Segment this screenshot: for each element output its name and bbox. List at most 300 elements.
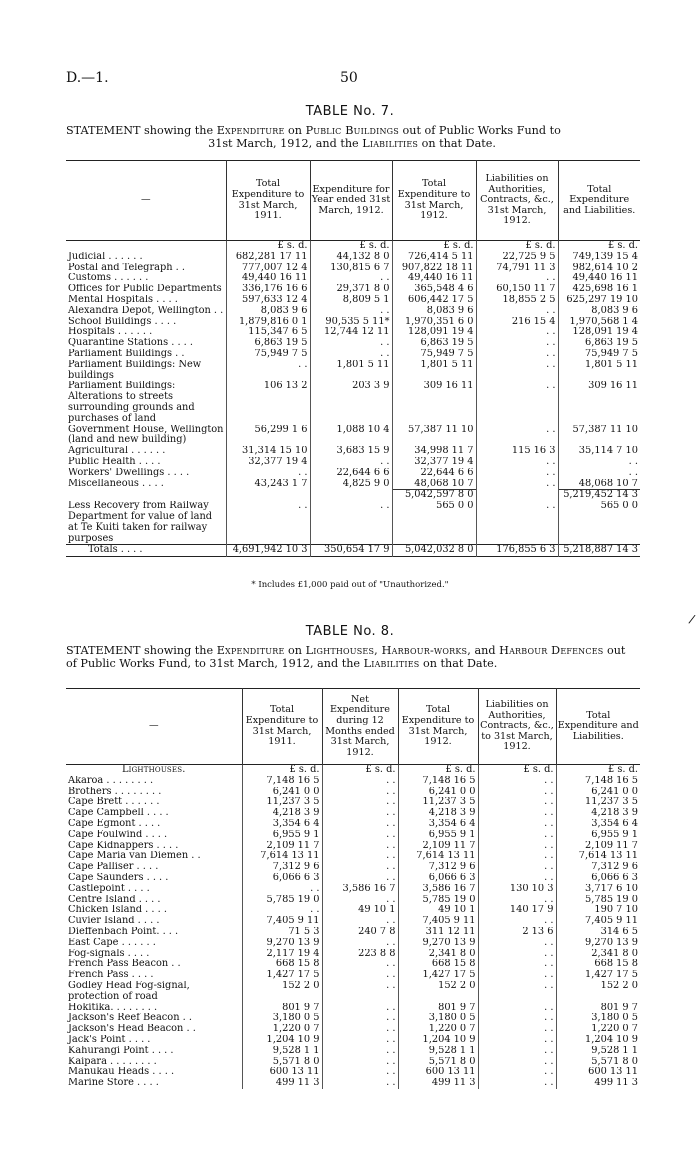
row-value: . . xyxy=(242,884,322,895)
table7-col-header: Expenditure for Year ended 31st March, 1912. xyxy=(310,161,392,241)
table-row xyxy=(66,916,640,927)
table-row xyxy=(66,263,640,274)
row-value: 75,949 7 5 xyxy=(392,349,476,360)
row-value: . . xyxy=(478,1067,556,1078)
row-value: 6,863 19 5 xyxy=(392,338,476,349)
row-value: 1,879,816 0 1 xyxy=(226,317,310,328)
table-row xyxy=(66,873,640,884)
units-cell: £ s. d. xyxy=(242,765,322,776)
row-value: 6,955 9 1 xyxy=(556,830,640,841)
row-value: 4,218 3 9 xyxy=(242,808,322,819)
row-value: 1,088 10 4 xyxy=(310,425,392,447)
table-row xyxy=(66,927,640,938)
row-value: 4,825 9 0 xyxy=(310,479,392,490)
units-spacer xyxy=(66,241,226,252)
row-value: . . xyxy=(322,841,398,852)
row-value: . . xyxy=(310,501,392,545)
row-label: Parliament Buildings . . xyxy=(68,348,185,359)
row-value: 7,405 9 11 xyxy=(242,916,322,927)
row-label: Jackson's Head Beacon . . xyxy=(68,1024,196,1035)
table-row xyxy=(66,959,640,970)
row-label: Public Health . . . . xyxy=(68,456,161,467)
table8-col-header: Liabilities on Authorities, Contracts, &c., to 31st March, 1912. xyxy=(478,689,556,765)
table-row xyxy=(66,830,640,841)
row-value: 1,220 0 7 xyxy=(242,1024,322,1035)
row-value: 311 12 11 xyxy=(398,927,478,938)
row-value: 11,237 3 5 xyxy=(398,797,478,808)
row-value: 60,150 11 7 xyxy=(476,284,558,295)
row-value: 625,297 19 10 xyxy=(558,295,640,306)
table-row xyxy=(66,327,640,338)
row-label: Government House, Wellington (land and new building) xyxy=(68,424,224,446)
row-value: 12,744 12 11 xyxy=(310,327,392,338)
row-value: . . xyxy=(476,468,558,479)
row-label: Godley Head Fog-signal, protection of road xyxy=(68,980,190,1002)
row-value: . . xyxy=(478,895,556,906)
row-value: 6,066 6 3 xyxy=(242,873,322,884)
row-value: 7,312 9 6 xyxy=(242,862,322,873)
row-value: 6,955 9 1 xyxy=(242,830,322,841)
table-row xyxy=(66,776,640,787)
row-label: Cape Maria van Diemen . . xyxy=(68,851,201,862)
row-value: . . xyxy=(322,1024,398,1035)
table-row xyxy=(66,949,640,960)
row-value: 7,614 13 11 xyxy=(242,851,322,862)
row-value: 9,270 13 9 xyxy=(242,938,322,949)
row-label: Centre Island . . . . xyxy=(68,894,161,905)
row-value: 309 16 11 xyxy=(392,381,476,424)
row-value: . . xyxy=(478,851,556,862)
table-row xyxy=(66,295,640,306)
row-value: 6,241 0 0 xyxy=(242,787,322,798)
margin-mark: / xyxy=(687,611,697,627)
table8-statement: STATEMENT showing the Expenditure on Lighthouses, Harbour-works, and Harbour Defences out of Public Works Fund, to 31st March, 1912, and the Liabilities on that Date. xyxy=(66,644,626,670)
row-value: . . xyxy=(476,273,558,284)
row-value: 565 0 0 xyxy=(558,501,640,545)
row-label: Workers' Dwellings . . . . xyxy=(68,467,190,478)
table8-col-label: — xyxy=(148,720,159,732)
row-value: . . xyxy=(322,981,398,1003)
row-value: 115 16 3 xyxy=(476,446,558,457)
row-value: 75,949 7 5 xyxy=(558,349,640,360)
row-value: . . xyxy=(476,360,558,382)
row-value: 2,109 11 7 xyxy=(398,841,478,852)
document-code: D.—1. xyxy=(66,70,109,86)
section-row xyxy=(66,765,640,776)
table-row xyxy=(66,457,640,468)
row-value: 3,586 16 7 xyxy=(322,884,398,895)
row-value: 365,548 4 6 xyxy=(392,284,476,295)
table8-title: TABLE No. 8. xyxy=(305,624,395,639)
totals-value: 4,691,942 10 3 xyxy=(226,545,310,557)
row-value: . . xyxy=(478,1078,556,1089)
row-value: 7,148 16 5 xyxy=(556,776,640,787)
row-value: . . xyxy=(242,905,322,916)
row-label: Hospitals . . . . . . xyxy=(68,327,153,338)
row-label: Dieffenbach Point. . . . xyxy=(68,926,179,937)
row-value: . . xyxy=(478,1057,556,1068)
row-value: . . xyxy=(322,959,398,970)
units-cell: £ s. d. xyxy=(398,765,478,776)
row-label: Fog-signals . . . . xyxy=(68,948,150,959)
row-label: Jackson's Reef Beacon . . xyxy=(68,1013,192,1024)
row-value: 425,698 16 1 xyxy=(558,284,640,295)
row-value: . . xyxy=(322,830,398,841)
row-label: Jack's Point . . . . xyxy=(68,1034,151,1045)
row-value: . . xyxy=(478,776,556,787)
row-value: 128,091 19 4 xyxy=(558,327,640,338)
row-value: . . xyxy=(310,338,392,349)
units-cell: £ s. d. xyxy=(322,765,398,776)
table-row xyxy=(66,819,640,830)
row-label: Mental Hospitals . . . . xyxy=(68,294,178,305)
row-value: . . xyxy=(322,776,398,787)
row-label: Agricultural . . . . . . xyxy=(68,446,166,457)
units-cell: £ s. d. xyxy=(476,241,558,252)
row-value: 749,139 15 4 xyxy=(558,252,640,263)
row-value: 90,535 5 11* xyxy=(310,317,392,328)
row-value: . . xyxy=(478,819,556,830)
less-row xyxy=(66,501,640,545)
table7-col-header: Total Expenditure and Liabilities. xyxy=(558,161,640,241)
row-value: . . xyxy=(476,338,558,349)
row-label: Kahurangi Point . . . . xyxy=(68,1045,174,1056)
table-row xyxy=(66,905,640,916)
row-value: . . xyxy=(558,468,640,479)
table-row xyxy=(66,317,640,328)
table-row xyxy=(66,851,640,862)
row-value: . . xyxy=(478,1035,556,1046)
row-value: 152 2 0 xyxy=(556,981,640,1003)
row-value: 6,241 0 0 xyxy=(556,787,640,798)
row-value: 3,354 6 4 xyxy=(242,819,322,830)
row-value: . . xyxy=(478,841,556,852)
subtotal-empty xyxy=(226,490,310,501)
table7-body xyxy=(66,241,640,557)
row-value: . . xyxy=(558,457,640,468)
row-value: 2,109 11 7 xyxy=(556,841,640,852)
row-value: 499 11 3 xyxy=(242,1078,322,1089)
row-value: 56,299 1 6 xyxy=(226,425,310,447)
row-value: 3,717 6 10 xyxy=(556,884,640,895)
row-value: 597,633 12 4 xyxy=(226,295,310,306)
table-row xyxy=(66,468,640,479)
row-value: 7,614 13 11 xyxy=(556,851,640,862)
row-value: 32,377 19 4 xyxy=(226,457,310,468)
row-value: 1,204 10 9 xyxy=(242,1035,322,1046)
row-value: 7,312 9 6 xyxy=(398,862,478,873)
row-value: . . xyxy=(478,1003,556,1014)
table7-footnote: * Includes £1,000 paid out of "Unauthorized." xyxy=(251,580,449,590)
row-label: Less Recovery from Railway Department for value of land at Te Kuiti taken for railway purposes xyxy=(68,501,213,544)
row-value: 1,220 0 7 xyxy=(556,1024,640,1035)
row-value: . . xyxy=(322,895,398,906)
row-value: 6,241 0 0 xyxy=(398,787,478,798)
row-value: . . xyxy=(322,938,398,949)
row-value: 1,220 0 7 xyxy=(398,1024,478,1035)
row-value: 6,863 19 5 xyxy=(226,338,310,349)
row-label: Castlepoint . . . . xyxy=(68,883,150,894)
row-value: . . xyxy=(476,381,558,424)
row-value: . . xyxy=(310,306,392,317)
row-label: Akaroa . . . . . . . . xyxy=(68,775,154,786)
row-value: 7,614 13 11 xyxy=(398,851,478,862)
row-value: . . xyxy=(322,1057,398,1068)
row-value: . . xyxy=(226,501,310,545)
table7-statement: STATEMENT showing the Expenditure on Public Buildings out of Public Works Fund to 31st March, 1912, and the Liabilities on that Date. xyxy=(66,124,561,150)
row-value: 6,863 19 5 xyxy=(558,338,640,349)
row-value: . . xyxy=(478,862,556,873)
table-row xyxy=(66,1024,640,1035)
row-label: Judicial . . . . . . xyxy=(68,251,143,262)
row-value: 11,237 3 5 xyxy=(242,797,322,808)
totals-value: 350,654 17 9 xyxy=(310,545,392,557)
row-value: 190 7 10 xyxy=(556,905,640,916)
row-value: 1,204 10 9 xyxy=(556,1035,640,1046)
table-row xyxy=(66,479,640,490)
row-value: . . xyxy=(476,349,558,360)
table8-body xyxy=(66,765,640,1089)
row-value: 49,440 16 11 xyxy=(226,273,310,284)
row-value: 8,809 5 1 xyxy=(310,295,392,306)
row-label: Cape Kidnappers . . . . xyxy=(68,840,179,851)
row-value: 49 10 1 xyxy=(322,905,398,916)
row-value: 203 3 9 xyxy=(310,381,392,424)
row-value: 9,528 1 1 xyxy=(242,1046,322,1057)
row-label: French Pass Beacon . . xyxy=(68,959,181,970)
row-value: 777,007 12 4 xyxy=(226,263,310,274)
row-value: . . xyxy=(310,457,392,468)
units-cell: £ s. d. xyxy=(478,765,556,776)
units-cell: £ s. d. xyxy=(226,241,310,252)
row-value: 35,114 7 10 xyxy=(558,446,640,457)
table7-col-header: Total Expenditure to 31st March, 1911. xyxy=(226,161,310,241)
row-value: . . xyxy=(322,1035,398,1046)
page-number: 50 xyxy=(340,70,358,86)
row-value: 600 13 11 xyxy=(398,1067,478,1078)
row-value: 49 10 1 xyxy=(398,905,478,916)
row-value: 18,855 2 5 xyxy=(476,295,558,306)
row-value: 49,440 16 11 xyxy=(558,273,640,284)
row-value: 1,801 5 11 xyxy=(558,360,640,382)
row-value: 6,066 6 3 xyxy=(398,873,478,884)
row-value: 75,949 7 5 xyxy=(226,349,310,360)
row-label: Miscellaneous . . . . xyxy=(68,478,164,489)
units-row xyxy=(66,241,640,252)
row-value: 7,148 16 5 xyxy=(398,776,478,787)
table7-col-header: Liabilities on Authorities, Contracts, &c., 31st March, 1912. xyxy=(476,161,558,241)
row-value: 240 7 8 xyxy=(322,927,398,938)
table-row xyxy=(66,381,640,424)
table-row xyxy=(66,862,640,873)
row-value: 115,347 6 5 xyxy=(226,327,310,338)
row-label: Customs . . . . . . xyxy=(68,273,149,284)
row-value: . . xyxy=(478,787,556,798)
row-value: . . xyxy=(478,938,556,949)
row-value: 668 15 8 xyxy=(398,959,478,970)
subtotal-empty xyxy=(476,490,558,501)
row-value: . . xyxy=(322,851,398,862)
row-value: . . xyxy=(322,1067,398,1078)
row-label: Marine Store . . . . xyxy=(68,1078,159,1089)
row-value: 3,586 16 7 xyxy=(398,884,478,895)
row-value: 565 0 0 xyxy=(392,501,476,545)
row-value: 152 2 0 xyxy=(242,981,322,1003)
row-label: Cape Egmont . . . . xyxy=(68,818,161,829)
row-value: 152 2 0 xyxy=(398,981,478,1003)
row-value: 71 5 3 xyxy=(242,927,322,938)
row-label: Quarantine Stations . . . . xyxy=(68,338,194,349)
row-value: 106 13 2 xyxy=(226,381,310,424)
row-label: Kaipara . . . . . . . . xyxy=(68,1056,157,1067)
row-value: 8,083 9 6 xyxy=(226,306,310,317)
subtotal-spacer xyxy=(66,490,226,501)
row-value: . . xyxy=(226,468,310,479)
row-value: 2,341 8 0 xyxy=(398,949,478,960)
row-value: 9,270 13 9 xyxy=(398,938,478,949)
table-row xyxy=(66,338,640,349)
table-row xyxy=(66,252,640,263)
row-value: . . xyxy=(478,830,556,841)
totals-value: 5,042,032 8 0 xyxy=(392,545,476,557)
table8-col-header: Net Expenditure during 12 Months ended 31st March, 1912. xyxy=(322,689,398,765)
row-value: 7,148 16 5 xyxy=(242,776,322,787)
row-value: 2 13 6 xyxy=(478,927,556,938)
subtotal-value: 5,042,597 8 0 xyxy=(392,490,476,501)
row-label: Manukau Heads . . . . xyxy=(68,1067,175,1078)
row-value: . . xyxy=(322,1046,398,1057)
table-row xyxy=(66,446,640,457)
row-label: Brothers . . . . . . . . xyxy=(68,786,162,797)
row-value: . . xyxy=(478,949,556,960)
row-value: 7,312 9 6 xyxy=(556,862,640,873)
row-value: 48,068 10 7 xyxy=(558,479,640,490)
row-value: 314 6 5 xyxy=(556,927,640,938)
row-value: 1,970,568 1 4 xyxy=(558,317,640,328)
table-row xyxy=(66,1046,640,1057)
row-value: . . xyxy=(322,1003,398,1014)
row-label: Chicken Island . . . . xyxy=(68,905,167,916)
table-row xyxy=(66,970,640,981)
row-value: 22,644 6 6 xyxy=(310,468,392,479)
row-value: 43,243 1 7 xyxy=(226,479,310,490)
subtotal-value: 5,219,452 14 3 xyxy=(558,490,640,501)
table-row xyxy=(66,425,640,447)
row-value: 336,176 16 6 xyxy=(226,284,310,295)
row-value: 140 17 9 xyxy=(478,905,556,916)
row-value: . . xyxy=(322,797,398,808)
row-label: Cape Campbell . . . . xyxy=(68,808,169,819)
row-value: 5,571 8 0 xyxy=(398,1057,478,1068)
row-value: . . xyxy=(476,327,558,338)
table-row xyxy=(66,273,640,284)
row-label: French Pass . . . . xyxy=(68,970,154,981)
row-value: 7,405 9 11 xyxy=(398,916,478,927)
row-value: . . xyxy=(322,808,398,819)
table-row xyxy=(66,1003,640,1014)
totals-value: 176,855 6 3 xyxy=(476,545,558,557)
row-value: 216 15 4 xyxy=(476,317,558,328)
row-value: 682,281 17 11 xyxy=(226,252,310,263)
row-label: Cape Saunders . . . . xyxy=(68,872,169,883)
table7-col-header: Total Expenditure to 31st March, 1912. xyxy=(392,161,476,241)
row-value: 1,801 5 11 xyxy=(392,360,476,382)
row-value: 57,387 11 10 xyxy=(392,425,476,447)
row-value: . . xyxy=(478,981,556,1003)
row-value: . . xyxy=(478,1024,556,1035)
row-label: Hokitika. . . . . . . . xyxy=(68,1002,158,1013)
row-label: Cape Brett . . . . . . xyxy=(68,797,160,808)
row-label: Cuvier Island . . . . xyxy=(68,916,160,927)
table8 xyxy=(66,688,640,1089)
row-label: Offices for Public Departments xyxy=(68,284,222,295)
row-value: 3,180 0 5 xyxy=(242,1013,322,1024)
row-value: 1,427 17 5 xyxy=(242,970,322,981)
row-value: 130,815 6 7 xyxy=(310,263,392,274)
table8-col-header: Total Expenditure and Liabilities. xyxy=(556,689,640,765)
row-label: School Buildings . . . . xyxy=(68,316,177,327)
row-value: . . xyxy=(476,306,558,317)
row-value: . . xyxy=(478,970,556,981)
table7-title: TABLE No. 7. xyxy=(305,104,395,119)
row-value: . . xyxy=(476,457,558,468)
row-value: 5,571 8 0 xyxy=(242,1057,322,1068)
row-value: 74,791 11 3 xyxy=(476,263,558,274)
row-value: 726,414 5 11 xyxy=(392,252,476,263)
row-value: 6,066 6 3 xyxy=(556,873,640,884)
table-row xyxy=(66,1067,640,1078)
row-value: . . xyxy=(476,479,558,490)
table-row xyxy=(66,981,640,1003)
subtotal-row xyxy=(66,490,640,501)
row-value: 907,822 18 11 xyxy=(392,263,476,274)
row-value: 8,083 9 6 xyxy=(392,306,476,317)
row-value: 22,725 9 5 xyxy=(476,252,558,263)
row-value: . . xyxy=(478,916,556,927)
row-value: 9,270 13 9 xyxy=(556,938,640,949)
row-value: 32,377 19 4 xyxy=(392,457,476,468)
row-value: . . xyxy=(322,970,398,981)
row-value: 130 10 3 xyxy=(478,884,556,895)
row-value: . . xyxy=(478,1046,556,1057)
row-value: 49,440 16 11 xyxy=(392,273,476,284)
row-value: . . xyxy=(322,916,398,927)
row-value: . . xyxy=(322,819,398,830)
row-value: . . xyxy=(478,808,556,819)
row-label: Postal and Telegraph . . xyxy=(68,262,186,273)
row-value: 309 16 11 xyxy=(558,381,640,424)
row-value: 2,109 11 7 xyxy=(242,841,322,852)
row-value: 3,180 0 5 xyxy=(398,1013,478,1024)
units-cell: £ s. d. xyxy=(558,241,640,252)
table8-col-header: Total Expenditure to 31st March, 1911. xyxy=(242,689,322,765)
row-value: . . xyxy=(310,349,392,360)
row-value: 31,314 15 10 xyxy=(226,446,310,457)
row-value: 3,354 6 4 xyxy=(556,819,640,830)
totals-label: Totals . . . . xyxy=(88,544,143,556)
row-label: Cape Foulwind . . . . xyxy=(68,829,168,840)
row-value: 3,683 15 9 xyxy=(310,446,392,457)
row-value: 6,955 9 1 xyxy=(398,830,478,841)
table7-col-label: — xyxy=(140,194,151,206)
row-value: 1,970,351 6 0 xyxy=(392,317,476,328)
row-value: . . xyxy=(310,273,392,284)
row-label: Cape Palliser . . . . xyxy=(68,862,159,873)
subtotal-empty xyxy=(310,490,392,501)
row-value: 5,785 19 0 xyxy=(398,895,478,906)
row-value: 801 9 7 xyxy=(242,1003,322,1014)
table-row xyxy=(66,349,640,360)
